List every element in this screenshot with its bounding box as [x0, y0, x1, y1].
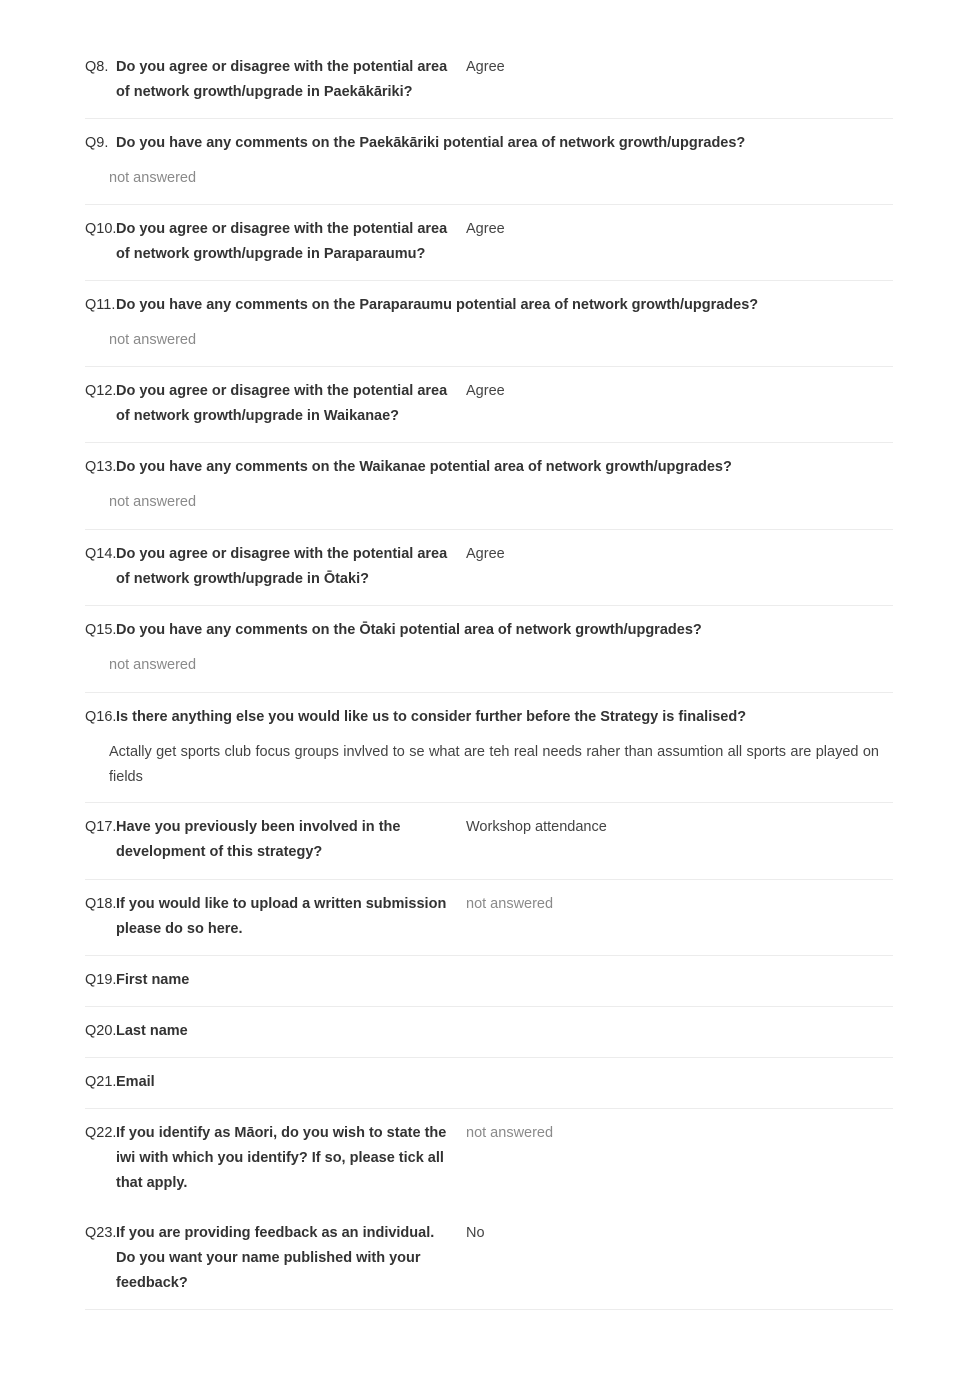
question-q8 — [85, 49, 893, 119]
answer-value: No — [466, 1225, 485, 1241]
question-number: Q10. — [85, 221, 117, 237]
question-number: Q11. — [85, 297, 116, 313]
question-number: Q21. — [85, 1074, 117, 1090]
question-number: Q13. — [85, 459, 117, 475]
question-text: If you would like to upload a written submission please do so here. — [116, 896, 447, 937]
question-text: Do you agree or disagree with the potential area of network growth/upgrade in Paraparaumu? — [116, 221, 448, 262]
question-number: Q19. — [85, 972, 117, 988]
question-text: Have you previously been involved in the development of this strategy? — [116, 819, 401, 860]
question-text: Do you have any comments on the Paraparaumu potential area of network growth/upgrades? — [116, 297, 759, 313]
question-number: Q14. — [85, 546, 117, 562]
question-q20 — [85, 1007, 893, 1058]
question-text: Last name — [116, 1023, 188, 1039]
question-q22 — [85, 1109, 893, 1209]
question-q23 — [85, 1209, 893, 1310]
question-text: Email — [116, 1074, 155, 1090]
question-text: Do you have any comments on the Paekākāriki potential area of network growth/upgrades? — [116, 135, 746, 151]
question-number: Q17. — [85, 819, 117, 835]
question-text: Do you have any comments on the Ōtaki potential area of network growth/upgrades? — [116, 622, 702, 638]
question-number: Q9. — [85, 135, 109, 151]
answer-value: not answered — [109, 657, 197, 673]
question-number: Q20. — [85, 1023, 117, 1039]
answer-value: not answered — [109, 170, 197, 186]
answer-value: not answered — [466, 1125, 554, 1141]
question-number: Q22. — [85, 1125, 117, 1141]
question-text: Do you agree or disagree with the potential area of network growth/upgrade in Paekākāriki? — [116, 59, 448, 100]
question-q13 — [85, 443, 893, 530]
question-text: If you are providing feedback as an individual. Do you want your name published with your feedback? — [116, 1225, 435, 1291]
question-text: Is there anything else you would like us to consider further before the Strategy is finalised? — [116, 709, 747, 725]
question-q17 — [85, 803, 893, 880]
question-q18 — [85, 880, 893, 956]
answer-value: Actally get sports club focus groups invlved to se what are teh real needs raher than assumtion all sports are played on fields — [109, 744, 879, 785]
question-q16 — [85, 693, 893, 803]
question-number: Q15. — [85, 622, 117, 638]
question-text: If you identify as Māori, do you wish to state the iwi with which you identify? If so, please tick all that apply. — [116, 1125, 447, 1191]
question-q11 — [85, 281, 893, 367]
question-text: Do you have any comments on the Waikanae potential area of network growth/upgrades? — [116, 459, 732, 475]
answer-value: Agree — [466, 221, 505, 237]
question-number: Q16. — [85, 709, 117, 725]
answer-value: not answered — [109, 494, 197, 510]
question-q19 — [85, 956, 893, 1007]
answer-value: Agree — [466, 383, 505, 399]
question-q14 — [85, 530, 893, 606]
question-text: Do you agree or disagree with the potential area of network growth/upgrade in Ōtaki? — [116, 546, 448, 587]
question-number: Q8. — [85, 59, 109, 75]
question-q10 — [85, 205, 893, 281]
question-text: Do you agree or disagree with the potential area of network growth/upgrade in Waikanae? — [116, 383, 448, 424]
survey-response-document — [85, 49, 893, 1310]
answer-value: not answered — [466, 896, 554, 912]
question-q12 — [85, 367, 893, 443]
answer-value: Agree — [466, 546, 505, 562]
question-text: First name — [116, 972, 190, 988]
question-q9 — [85, 119, 893, 205]
question-number: Q18. — [85, 896, 117, 912]
question-q21 — [85, 1058, 893, 1109]
question-number: Q12. — [85, 383, 117, 399]
question-number: Q23. — [85, 1225, 117, 1241]
answer-value: Workshop attendance — [466, 819, 607, 835]
question-q15 — [85, 606, 893, 693]
answer-value: Agree — [466, 59, 505, 75]
answer-value: not answered — [109, 332, 197, 348]
